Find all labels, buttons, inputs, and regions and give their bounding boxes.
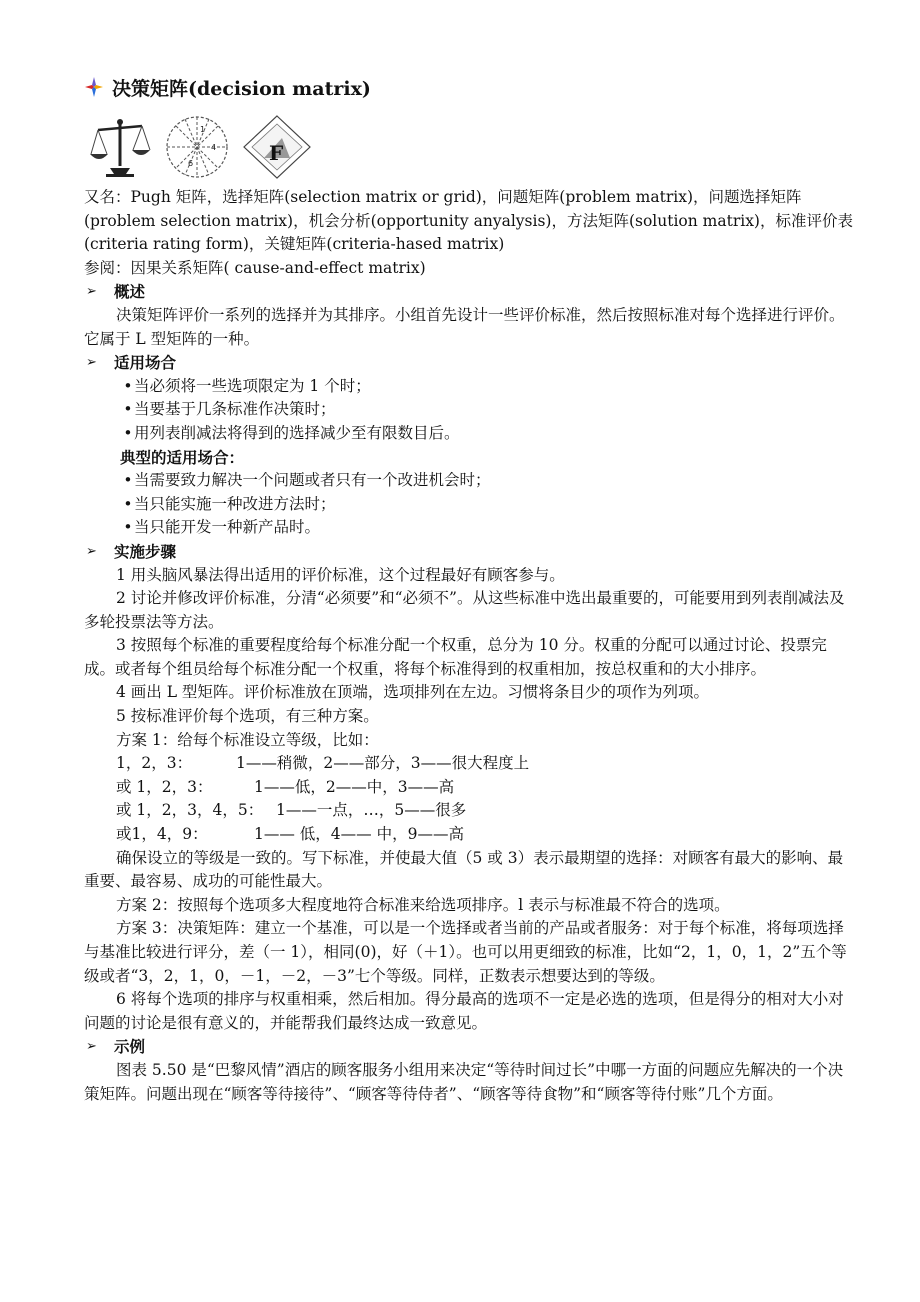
svg-text:1: 1 xyxy=(200,125,206,134)
arrow-bullet-icon: ➢ xyxy=(86,1039,97,1055)
bullet-dot-icon: • xyxy=(123,376,133,395)
aliases-text: 又名：Pugh 矩阵，选择矩阵(selection matrix or grid)，问题矩阵(problem matrix)，问题选择矩阵(problem selection matrix)，机会分析(opportunity anyalysis)，方法矩阵(solution matrix)，标准评价表(criteria rating form)，关键矩阵(criteria-hased matrix) xyxy=(84,188,853,254)
bullet-dot-icon: • xyxy=(123,518,133,537)
pie-wheel-icon xyxy=(164,114,230,180)
section-overview-heading xyxy=(84,280,854,304)
section-steps-heading xyxy=(84,540,854,564)
bullet-dot-icon: • xyxy=(123,423,133,442)
list-item: •当需要致力解决一个问题或者只有一个改进机会时； xyxy=(84,469,854,493)
step-4: 4 画出 L 型矩阵。评价标准放在顶端，选项排列在左边。习惯将条目少的项作为列项。 xyxy=(116,683,709,702)
step-2: 2 讨论并修改评价标准，分清“必须要”和“必须不”。从这些标准中选出最重要的，可能要用到列表削减法及多轮投票法等方法。 xyxy=(84,589,845,631)
diamond-f-icon xyxy=(242,114,312,180)
bullet-dot-icon: • xyxy=(123,494,133,513)
scale-key: 或1，4，9： xyxy=(116,825,208,844)
list-item: •当必须将一些选项限定为 1 个时； xyxy=(84,375,854,399)
tool-icons xyxy=(88,114,854,180)
scale-line xyxy=(84,752,854,776)
step-3: 3 按照每个标准的重要程度给每个标准分配一个权重，总分为 10 分。权重的分配可以通过讨论、投票完成。或者每个组员给每个标准分配一个权重，将每个标准得到的权重相加，按总权重和的大小排序。 xyxy=(84,636,827,678)
list-item: •当要基于几条标准作决策时； xyxy=(84,398,854,422)
bullet-dot-icon: • xyxy=(123,400,133,419)
scale-key: 1，2，3： xyxy=(116,754,193,773)
diamond-bullet-icon xyxy=(84,76,104,98)
list-item: •当只能开发一种新产品时。 xyxy=(84,516,854,540)
scale-line xyxy=(84,776,854,800)
see-also-text: 参阅：因果关系矩阵( cause-and-effect matrix) xyxy=(84,258,426,277)
scale-line xyxy=(84,799,854,823)
bullet-dot-icon: • xyxy=(123,471,133,490)
step-1: 1 用头脑风暴法得出适用的评价标准，这个过程最好有顾客参与。 xyxy=(116,565,565,584)
example-text: 图表 5.50 是“巴黎风情”酒店的顾客服务小组用来决定“等待时间过长”中哪一方面的问题应先解决的一个决策矩阵。问题出现在“顾客等待接待”、“顾客等待侍者”、“顾客等待食物”和“顾客等待付账”几个方面。 xyxy=(84,1060,844,1103)
step-6: 6 将每个选项的排序与权重相乘，然后相加。得分最高的选项不一定是必选的选项，但是得分的相对大小对问题的讨论是很有意义的，并能帮我们最终达成一致意见。 xyxy=(84,990,844,1032)
scale-key: 或 1，2，3： xyxy=(116,777,213,796)
scale-value: 1——稍微，2——部分，3——很大程度上 xyxy=(236,754,530,773)
scale-key: 或 1，2，3，4，5： xyxy=(116,801,264,820)
arrow-bullet-icon: ➢ xyxy=(86,284,97,300)
section-when-heading xyxy=(84,351,854,375)
svg-text:F: F xyxy=(269,141,284,165)
section-heading-label: 示例 xyxy=(114,1037,146,1057)
scale-value: 1—— 低，4—— 中，9——高 xyxy=(254,825,464,844)
section-heading-label: 概述 xyxy=(114,282,146,302)
scale-value: 1——一点，…，5——很多 xyxy=(276,801,467,820)
scales-icon xyxy=(88,116,152,178)
section-heading-label: 适用场合 xyxy=(114,353,177,373)
step-5: 5 按标准评价每个选项，有三种方案。 xyxy=(116,707,379,726)
section-example-heading xyxy=(84,1035,854,1059)
arrow-bullet-icon: ➢ xyxy=(86,543,97,559)
typical-heading: 典型的适用场合： xyxy=(120,447,245,467)
when-list xyxy=(84,375,854,446)
scale-line xyxy=(84,823,854,847)
scale-value: 1——低，2——中，3——高 xyxy=(254,777,455,796)
list-item: •用列表削减法将得到的选择减少至有限数目后。 xyxy=(84,422,854,446)
arrow-bullet-icon: ➢ xyxy=(86,355,97,371)
ensure-text: 确保设立的等级是一致的。写下标准，并使最大值（5 或 3）表示最期望的选择：对顾客有最大的影响、最重要、最容易、成功的可能性最大。 xyxy=(84,848,844,891)
document-page xyxy=(84,70,854,1106)
section-heading-label: 实施步骤 xyxy=(114,541,177,561)
svg-text:4: 4 xyxy=(211,143,217,152)
typical-list xyxy=(84,469,854,540)
list-item: •当只能实施一种改进方法时； xyxy=(84,493,854,517)
plan-1: 方案 1：给每个标准设立等级，比如： xyxy=(116,730,379,749)
plan-2: 方案 2：按照每个选项多大程度地符合标准来给选项排序。l 表示与标准最不符合的选项。 xyxy=(116,895,730,914)
plan-3: 方案 3：决策矩阵：建立一个基准，可以是一个选择或者当前的产品或者服务：对于每个标准，将每项选择与基准比较进行评分，差（一 1），相同(0)，好（＋1）。也可以用更细致的标准，比如“2，1，0，1，2”五个等级或者“3，2，1，0，－1，－2，－3”七个等级。同样，正数表示想要达到的等级。 xyxy=(84,919,847,985)
page-title: 决策矩阵(decision matrix) xyxy=(112,77,371,100)
title-row xyxy=(84,70,854,104)
overview-text: 决策矩阵评价一系列的选择并为其排序。小组首先设计一些评价标准，然后按照标准对每个选择进行评价。它属于 L 型矩阵的一种。 xyxy=(84,305,845,348)
svg-text:6: 6 xyxy=(188,159,194,168)
